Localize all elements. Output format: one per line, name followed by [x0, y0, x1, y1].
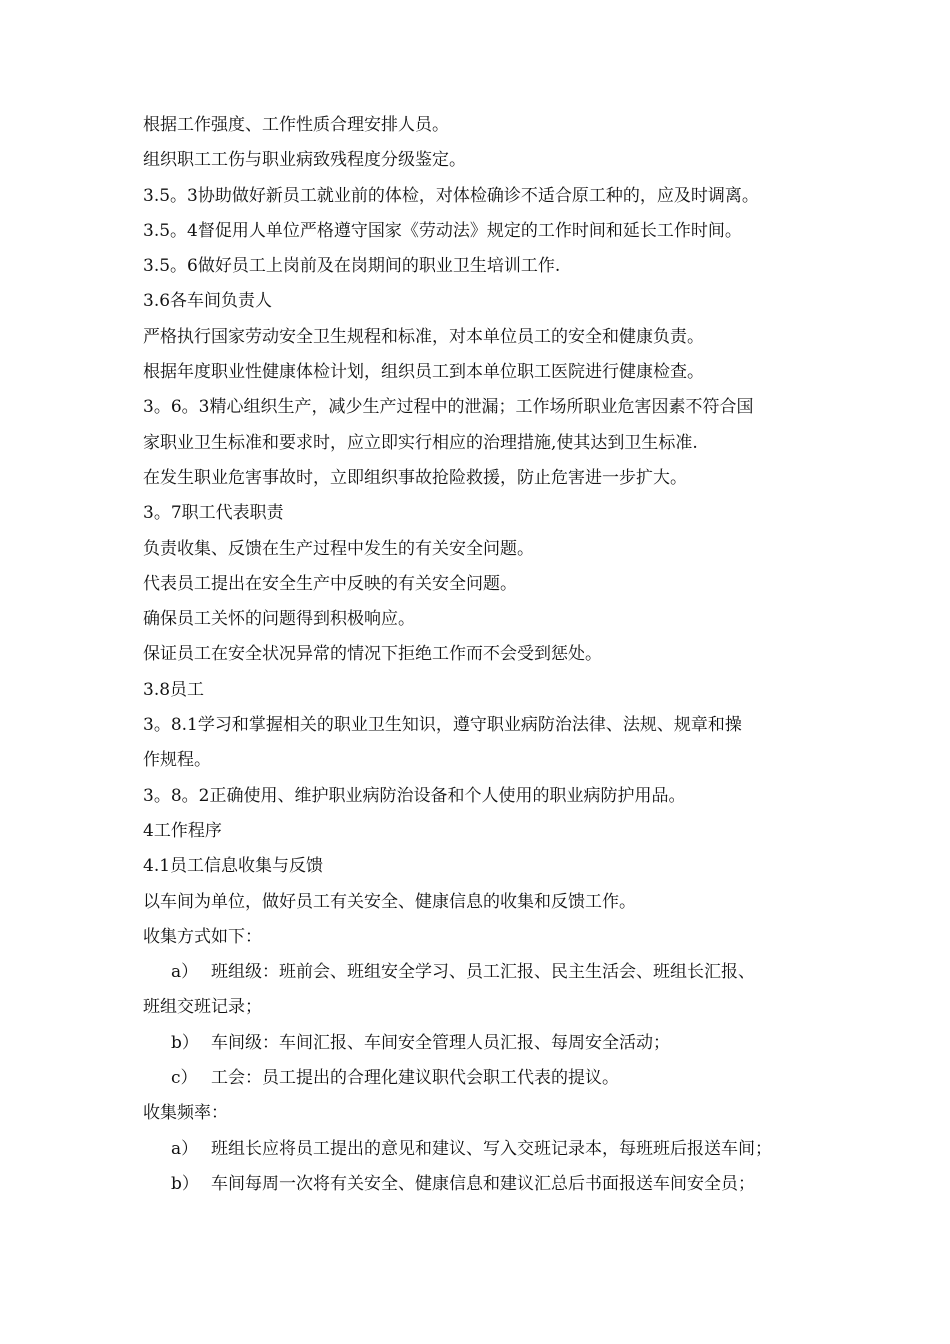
list-marker: c） [171, 1068, 198, 1089]
list-item [143, 1167, 863, 1202]
text-line: 组织职工工伤与职业病致残程度分级鉴定。 [143, 150, 466, 171]
text-line: 作规程。 [143, 750, 211, 771]
text-line: 负责收集、反馈在生产过程中发生的有关安全问题。 [143, 538, 534, 559]
text-line: 4工作程序 [143, 820, 222, 841]
text-line: 3.5。6做好员工上岗前及在岗期间的职业卫生培训工作. [143, 256, 561, 277]
text-line: 以车间为单位，做好员工有关安全、健康信息的收集和反馈工作。 [143, 891, 636, 912]
text-line: 根据年度职业性健康体检计划，组织员工到本单位职工医院进行健康检查。 [143, 362, 704, 383]
text-line: 根据工作强度、工作性质合理安排人员。 [143, 115, 449, 135]
text-line: 代表员工提出在安全生产中反映的有关安全问题。 [143, 573, 517, 594]
list-item-text: 工会：员工提出的合理化建议职代会职工代表的提议。 [211, 1068, 619, 1089]
list-marker: a） [171, 1138, 199, 1159]
text-line: 3.8员工 [143, 679, 205, 700]
list-item [143, 1132, 863, 1167]
list-item [143, 1061, 863, 1096]
text-line: 确保员工关怀的问题得到积极响应。 [143, 609, 415, 630]
list-item-text: 车间级：车间汇报、车间安全管理人员汇报、每周安全活动； [211, 1032, 670, 1053]
list-marker: b） [171, 1032, 199, 1053]
text-line: 3。7职工代表职责 [143, 503, 284, 524]
list-item-text: 班组长应将员工提出的意见和建议、写入交班记录本，每班班后报送车间； [211, 1138, 772, 1159]
text-line: 3。8.1学习和掌握相关的职业卫生知识，遵守职业病防治法律、法规、规章和操 [143, 715, 742, 736]
list-item [143, 1026, 863, 1061]
text-line: 3。8。2正确使用、维护职业病防治设备和个人使用的职业病防护用品。 [143, 785, 686, 806]
list-item [143, 955, 863, 990]
text-line: 在发生职业危害事故时，立即组织事故抢险救援，防止危害进一步扩大。 [143, 467, 687, 488]
text-line: 班组交班记录； [143, 997, 262, 1018]
text-line: 家职业卫生标准和要求时，应立即实行相应的治理措施,使其达到卫生标准. [143, 432, 698, 453]
text-line: 严格执行国家劳动安全卫生规程和标准，对本单位员工的安全和健康负责。 [143, 326, 704, 347]
text-line: 3.6各车间负责人 [143, 291, 273, 312]
text-line: 3.5。4督促用人单位严格遵守国家《劳动法》规定的工作时间和延长工作时间。 [143, 220, 742, 241]
text-line: 保证员工在安全状况异常的情况下拒绝工作而不会受到惩处。 [143, 644, 602, 665]
list-marker: b） [171, 1173, 199, 1194]
list-item-text: 车间每周一次将有关安全、健康信息和建议汇总后书面报送车间安全员； [211, 1173, 755, 1194]
document-body [143, 108, 863, 1202]
text-line: 3。6。3精心组织生产，减少生产过程中的泄漏；工作场所职业危害因素不符合国 [143, 397, 754, 418]
text-line: 收集方式如下： [143, 926, 262, 947]
text-line: 收集频率： [143, 1103, 228, 1124]
list-item-text: 班组级：班前会、班组安全学习、员工汇报、民主生活会、班组长汇报、 [211, 962, 755, 983]
text-line: 4.1员工信息收集与反馈 [143, 856, 324, 877]
text-line: 3.5。3协助做好新员工就业前的体检，对体检确诊不适合原工种的，应及时调离。 [143, 185, 759, 206]
list-marker: a） [171, 962, 199, 983]
